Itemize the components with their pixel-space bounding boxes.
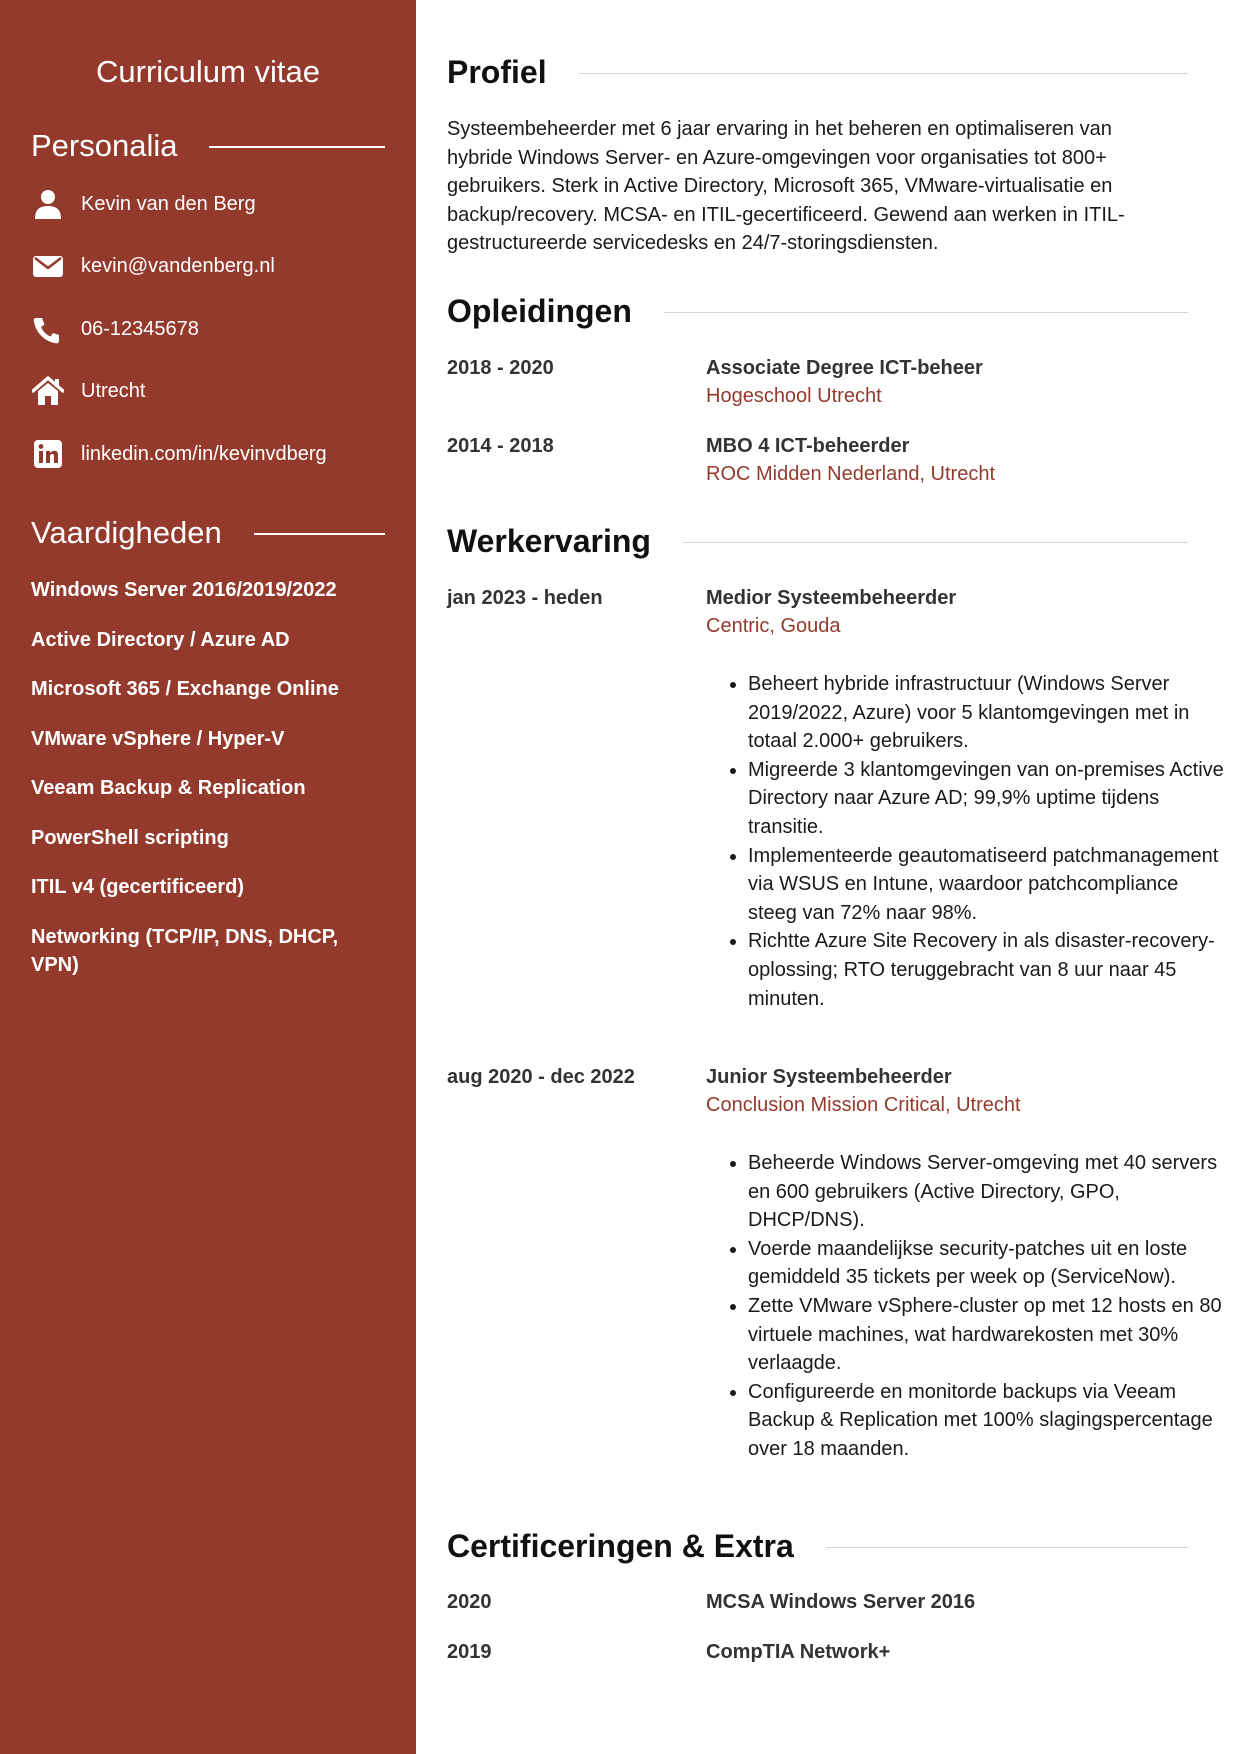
- experience-heading: [447, 520, 1188, 562]
- experience-period: jan 2023 - heden: [447, 587, 603, 609]
- education-institution: Hogeschool Utrecht: [706, 385, 882, 407]
- certifications-heading-rule: [826, 1547, 1188, 1548]
- profile-heading-rule: [579, 73, 1188, 74]
- experience-bullet: • Migreerde 3 klantomgevingen van on-premises Active Directory naar Azure AD; 99,9% uptime tijdens transitie.: [748, 756, 1230, 842]
- certification-year: 2019: [447, 1641, 492, 1663]
- skill-item: ITIL v4 (gecertificeerd): [31, 876, 245, 898]
- personalia-heading-label: Personalia: [31, 128, 178, 163]
- education-heading-rule: [664, 312, 1188, 313]
- envelope-icon: [31, 249, 65, 283]
- user-icon: [31, 187, 65, 221]
- skill-item: Veeam Backup & Replication: [31, 777, 306, 799]
- sidebar: [0, 0, 416, 1754]
- experience-heading-rule: [683, 542, 1188, 543]
- experience-bullets: [706, 1149, 1230, 1464]
- skill-item: VMware vSphere / Hyper-V: [31, 728, 285, 750]
- education-title: Associate Degree ICT-beheer: [706, 357, 983, 379]
- cv-title: Curriculum vitae: [96, 54, 320, 89]
- profile-heading: [447, 51, 1188, 93]
- education-institution: ROC Midden Nederland, Utrecht: [706, 463, 996, 485]
- experience-bullet: • Richtte Azure Site Recovery in als disaster-recovery-oplossing; RTO teruggebracht van 8 uur naar 45 minuten.: [748, 927, 1230, 1013]
- education-heading: [447, 290, 1188, 332]
- education-period: 2014 - 2018: [447, 435, 554, 457]
- contact-location-text: Utrecht: [81, 380, 146, 402]
- certifications-heading-label: Certificeringen & Extra: [447, 1528, 794, 1564]
- certification-title: CompTIA Network+: [706, 1641, 891, 1663]
- contact-name: [31, 186, 256, 222]
- skills-heading: [31, 513, 385, 553]
- experience-bullet: • Beheerde Windows Server-omgeving met 40 servers en 600 gebruikers (Active Directory, GPO, DHCP/DNS).: [748, 1149, 1230, 1235]
- experience-title: Medior Systeembeheerder: [706, 587, 957, 609]
- experience-company: Centric, Gouda: [706, 615, 841, 637]
- skills-heading-label: Vaardigheden: [31, 515, 222, 550]
- certifications-heading: [447, 1525, 1188, 1567]
- skill-item: Microsoft 365 / Exchange Online: [31, 678, 339, 700]
- contact-linkedin-text[interactable]: linkedin.com/in/kevinvdberg: [81, 443, 327, 465]
- experience-company: Conclusion Mission Critical, Utrecht: [706, 1094, 1021, 1116]
- linkedin-icon: [31, 437, 65, 471]
- education-title: MBO 4 ICT-beheerder: [706, 435, 910, 457]
- skill-item: Active Directory / Azure AD: [31, 629, 290, 651]
- experience-bullets: [706, 670, 1230, 1013]
- experience-period: aug 2020 - dec 2022: [447, 1066, 635, 1088]
- contact-phone[interactable]: [31, 311, 199, 347]
- education-period: 2018 - 2020: [447, 357, 554, 379]
- profile-heading-label: Profiel: [447, 54, 547, 90]
- personalia-heading: [31, 126, 385, 166]
- contact-email-text[interactable]: kevin@vandenberg.nl: [81, 255, 275, 277]
- education-heading-label: Opleidingen: [447, 293, 632, 329]
- experience-bullet: • Configureerde en monitorde backups via Veeam Backup & Replication met 100% slagingspercentage over 18 maanden.: [748, 1378, 1230, 1464]
- experience-bullet: • Beheert hybride infrastructuur (Windows Server 2019/2022, Azure) voor 5 klantomgevingen met in totaal 2.000+ gebruikers.: [748, 670, 1230, 756]
- skill-item: Networking (TCP/IP, DNS, DHCP, VPN): [31, 926, 339, 976]
- experience-title: Junior Systeembeheerder: [706, 1066, 952, 1088]
- experience-bullet: • Implementeerde geautomatiseerd patchmanagement via WSUS en Intune, waardoor patchcompliance steeg van 72% naar 98%.: [748, 842, 1230, 928]
- contact-name-text: Kevin van den Berg: [81, 193, 256, 215]
- contact-email[interactable]: [31, 248, 275, 284]
- skill-item: PowerShell scripting: [31, 827, 229, 849]
- contact-location: [31, 373, 145, 409]
- experience-bullet: • Voerde maandelijkse security-patches uit en loste gemiddeld 35 tickets per week op (ServiceNow).: [748, 1235, 1230, 1292]
- contact-phone-text[interactable]: 06-12345678: [81, 318, 199, 340]
- certification-title: MCSA Windows Server 2016: [706, 1591, 976, 1613]
- skill-item: Windows Server 2016/2019/2022: [31, 579, 337, 601]
- phone-icon: [31, 312, 65, 346]
- contact-linkedin[interactable]: [31, 436, 327, 472]
- home-icon: [31, 374, 65, 408]
- certification-year: 2020: [447, 1591, 492, 1613]
- experience-heading-label: Werkervaring: [447, 523, 651, 559]
- skills-heading-rule: [254, 533, 385, 535]
- profile-text: Systeembeheerder met 6 jaar ervaring in het beheren en optimaliseren van hybride Windows Server- en Azure-omgevingen voor organisaties tot 800+ gebruikers. Sterk in Active Directory, Microsoft 365, VMware-virtualisatie en backup/recovery. MCSA- en ITIL-gecertificeerd. Gewend aan werken in ITIL-gestructureerde servicedesks en 24/7-storingsdiensten.: [447, 118, 1125, 255]
- experience-bullet: • Zette VMware vSphere-cluster op met 12 hosts en 80 virtuele machines, wat hardwarekosten met 30% verlaagde.: [748, 1292, 1230, 1378]
- personalia-heading-rule: [209, 146, 385, 148]
